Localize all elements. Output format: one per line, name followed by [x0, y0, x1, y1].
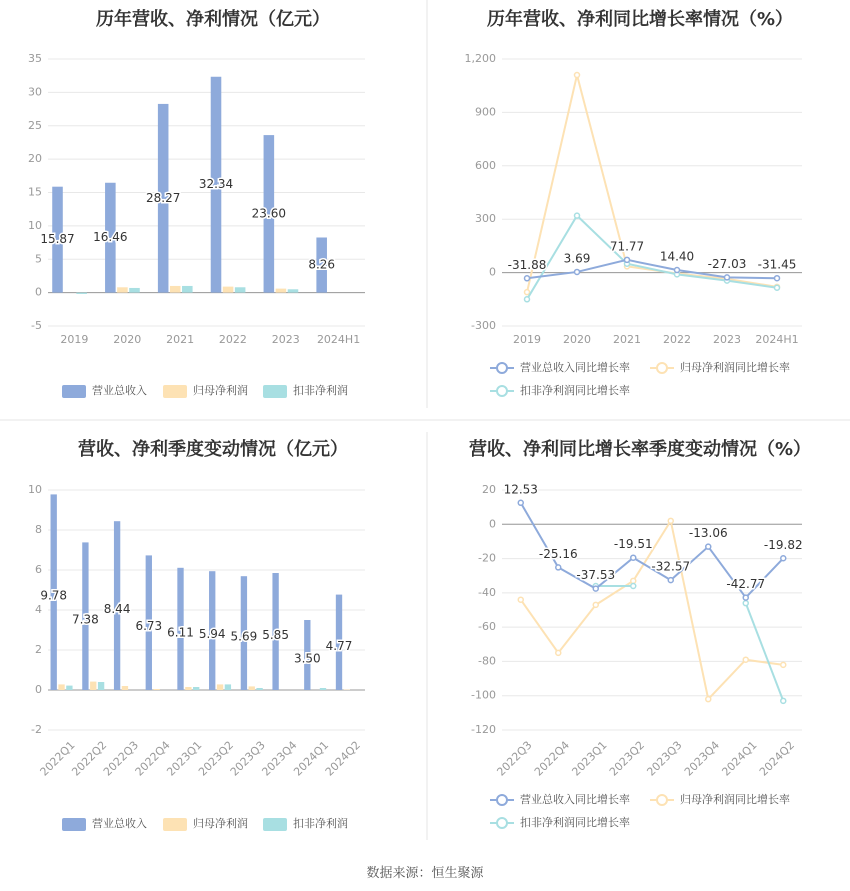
chart4-legend-marker-1[interactable] — [497, 795, 507, 805]
chart4-data-label: -13.06 — [688, 526, 728, 541]
chart3-ytick-label: 4 — [35, 603, 42, 616]
chart1-legend-label-2[interactable]: 归母净利润 — [193, 384, 248, 397]
chart3-data-label: 8.44 — [103, 602, 131, 617]
chart2-point-1 — [575, 269, 580, 274]
chart4-ytick-label: -60 — [478, 620, 496, 634]
chart4-point-1 — [706, 544, 711, 549]
chart3-bar-2 — [217, 684, 223, 690]
chart1-ytick-label: 35 — [28, 52, 42, 65]
chart1-data-label: 23.60 — [251, 206, 287, 221]
chart2-data-label: -31.45 — [757, 257, 797, 272]
chart4-ytick-label: -80 — [478, 654, 496, 668]
chart3-bar-3 — [225, 684, 231, 690]
chart1-ytick-label: 0 — [35, 285, 42, 299]
chart4-data-label: -32.57 — [651, 559, 691, 574]
chart3-bar-2 — [90, 682, 96, 690]
chart1-ytick-label: 10 — [28, 218, 42, 232]
chart3-title: 营收、净利季度变动情况（亿元） — [78, 439, 348, 460]
chart4-xtick-label: 2022Q4 — [531, 738, 573, 779]
chart4-title: 营收、净利同比增长率季度变动情况（%） — [468, 439, 812, 460]
chart2-legend-label-2[interactable]: 归母净利润同比增长率 — [680, 361, 790, 374]
chart4-data-label: -37.53 — [576, 568, 616, 583]
chart4-data-label: -19.82 — [763, 537, 803, 552]
chart2-point-3 — [525, 297, 530, 302]
chart2-point-2 — [525, 290, 530, 295]
chart2-xtick-label: 2021 — [613, 333, 641, 346]
chart2-legend-label-3[interactable]: 扣非净利润同比增长率 — [520, 384, 630, 397]
chart4-point-2 — [706, 697, 711, 702]
chart4-point-1 — [781, 556, 786, 561]
chart4-point-2 — [593, 602, 598, 607]
chart4-point-2 — [518, 597, 523, 602]
chart2-data-label: -31.88 — [507, 257, 547, 272]
chart1-legend-swatch-1[interactable] — [62, 385, 86, 398]
chart2-point-1 — [775, 276, 780, 281]
chart3-bar-3 — [66, 686, 72, 690]
chart1-bar-3 — [235, 287, 246, 292]
chart2-data-label: 3.69 — [563, 251, 591, 266]
chart1-legend-label-3[interactable]: 扣非净利润 — [293, 384, 348, 397]
chart2-point-1 — [625, 257, 630, 262]
chart2-ytick-label: -300 — [471, 319, 496, 332]
chart2-xtick-label: 2020 — [563, 333, 591, 346]
chart2-data-label: -27.03 — [707, 256, 747, 271]
chart4-point-2 — [631, 578, 636, 583]
chart3-xtick-label: 2024Q2 — [322, 738, 363, 779]
data-source: 数据来源：恒生聚源 — [366, 866, 484, 881]
chart2-point-3 — [775, 285, 780, 290]
chart4-point-1 — [668, 578, 673, 583]
chart2-legend-marker-2[interactable] — [657, 363, 667, 373]
chart4-legend-label-1[interactable]: 营业总收入同比增长率 — [520, 793, 630, 806]
chart1-data-label: 8.26 — [308, 257, 336, 272]
chart4-data-label: -42.77 — [726, 577, 766, 592]
chart2-point-3 — [575, 213, 580, 218]
chart4-xtick-label: 2024Q1 — [719, 738, 760, 779]
chart3-legend-label-3[interactable]: 扣非净利润 — [293, 817, 348, 830]
chart1-legend-swatch-3[interactable] — [263, 385, 287, 398]
chart3-bar-2 — [58, 684, 64, 690]
chart2-legend-marker-3[interactable] — [497, 386, 507, 396]
chart3-xtick-label: 2022Q3 — [100, 738, 142, 779]
chart4-ytick-label: -100 — [471, 688, 496, 702]
chart3-bar-3 — [98, 682, 104, 690]
chart1-data-label: 15.87 — [40, 232, 75, 247]
chart3-data-label: 5.85 — [262, 628, 289, 642]
chart4-ytick-label: -40 — [478, 585, 496, 599]
chart3-legend-label-2[interactable]: 归母净利润 — [193, 817, 248, 830]
chart1-title: 历年营收、净利情况（亿元） — [96, 9, 330, 30]
chart4-point-1 — [593, 586, 598, 591]
chart3-bar-2 — [153, 689, 159, 690]
chart3-bar-3 — [256, 688, 262, 690]
chart1-legend-swatch-2[interactable] — [163, 385, 187, 398]
chart3-bar-3 — [193, 687, 199, 690]
chart2-legend-label-1[interactable]: 营业总收入同比增长率 — [520, 361, 630, 374]
chart4-legend-marker-2[interactable] — [657, 795, 667, 805]
chart2-data-label: 71.77 — [609, 239, 645, 254]
chart1-bar-3 — [288, 289, 299, 292]
chart4-data-label: -25.16 — [538, 546, 578, 561]
chart3-data-label: 5.69 — [230, 629, 258, 644]
chart3-data-label: 4.77 — [325, 638, 353, 653]
chart3-data-label: 9.78 — [40, 588, 68, 603]
chart2-ytick-label: 1,200 — [464, 52, 496, 65]
chart4-point-3 — [781, 698, 786, 703]
chart4-ytick-label: -120 — [471, 723, 496, 736]
chart4-point-3 — [743, 601, 748, 606]
chart3-ytick-label: 0 — [35, 683, 42, 696]
chart4-ytick-label: 20 — [482, 483, 496, 496]
chart2-ytick-label: 900 — [475, 105, 496, 119]
chart1-ytick-label: 30 — [28, 85, 42, 99]
chart3-legend-swatch-1[interactable] — [62, 818, 86, 831]
chart3-bar-2 — [122, 686, 128, 690]
chart3-data-label: 6.11 — [167, 625, 194, 640]
chart4-data-label: -19.51 — [613, 537, 653, 552]
chart3-ytick-label: 8 — [35, 523, 42, 536]
chart3-xtick-label: 2023Q3 — [227, 738, 268, 779]
chart1-xtick-label: 2024H1 — [316, 333, 361, 346]
chart1-xtick-label: 2022 — [218, 333, 247, 346]
chart4-ytick-label: -20 — [478, 551, 496, 565]
chart3-data-label: 3.50 — [293, 651, 321, 666]
chart1-legend-label-1[interactable]: 营业总收入 — [92, 384, 147, 397]
chart4-xtick-label: 2023Q3 — [644, 738, 685, 779]
chart4-point-1 — [631, 555, 636, 560]
chart2-point-1 — [725, 275, 730, 280]
chart1-xtick-label: 2020 — [113, 333, 142, 346]
chart3-legend-swatch-2[interactable] — [163, 818, 187, 831]
chart1-xtick-label: 2019 — [60, 333, 89, 346]
chart3-xtick-label: 2022Q2 — [69, 738, 110, 779]
chart2-point-1 — [675, 268, 680, 273]
chart4-point-1 — [518, 500, 523, 505]
chart1-ytick-label: 5 — [35, 252, 42, 266]
chart1-bar-2 — [276, 289, 287, 293]
chart1-ytick-label: 15 — [28, 185, 42, 199]
chart4-legend-label-3[interactable]: 扣非净利润同比增长率 — [520, 816, 630, 829]
chart4-line-3 — [746, 603, 784, 701]
chart4-point-3 — [631, 584, 636, 589]
chart4-point-2 — [781, 662, 786, 667]
chart1-bar-3 — [129, 288, 140, 293]
chart3-ytick-label: -2 — [31, 723, 42, 736]
chart3-data-label: 5.94 — [198, 627, 226, 642]
chart3-xtick-label: 2023Q2 — [196, 738, 237, 779]
chart2-xtick-label: 2019 — [513, 333, 541, 346]
chart4-point-2 — [743, 657, 748, 662]
chart3-xtick-label: 2024Q1 — [291, 738, 332, 779]
chart1-xtick-label: 2023 — [271, 333, 300, 346]
chart2-ytick-label: 0 — [489, 265, 496, 279]
chart1-bar-2 — [170, 286, 181, 293]
chart3-xtick-label: 2022Q1 — [37, 738, 78, 779]
chart1-ytick-label: -5 — [31, 319, 42, 332]
chart1-data-label: 16.46 — [93, 230, 128, 245]
chart3-bar-2 — [249, 686, 255, 690]
chart4-legend-label-2[interactable]: 归母净利润同比增长率 — [680, 793, 790, 806]
chart2-xtick-label: 2024H1 — [755, 333, 799, 346]
chart2-ytick-label: 600 — [475, 158, 496, 172]
chart4-point-2 — [556, 650, 561, 655]
chart3-xtick-label: 2022Q4 — [132, 738, 173, 779]
chart2-xtick-label: 2023 — [713, 333, 741, 346]
chart3-xtick-label: 2023Q1 — [164, 738, 205, 779]
chart2-xtick-label: 2022 — [663, 333, 691, 346]
chart4-xtick-label: 2023Q1 — [569, 738, 610, 779]
chart4-xtick-label: 2024Q2 — [756, 738, 798, 779]
chart2-point-2 — [575, 73, 580, 78]
chart2-point-1 — [525, 276, 530, 281]
chart4-xtick-label: 2023Q4 — [681, 738, 723, 779]
chart1-bar-2 — [223, 287, 234, 293]
chart2-legend-marker-1[interactable] — [497, 363, 507, 373]
chart3-data-label: 7.38 — [72, 612, 99, 627]
chart1-bar-3 — [182, 286, 193, 293]
chart4-legend-marker-3[interactable] — [497, 818, 507, 828]
chart1-ytick-label: 25 — [28, 118, 42, 132]
chart3-legend-label-1[interactable]: 营业总收入 — [92, 817, 147, 830]
chart4-point-1 — [743, 595, 748, 600]
chart3-bar-3 — [320, 688, 326, 690]
chart1-xtick-label: 2021 — [166, 333, 195, 346]
chart1-data-label: 32.34 — [198, 177, 234, 192]
chart4-xtick-label: 2022Q3 — [494, 738, 535, 779]
chart4-xtick-label: 2023Q2 — [606, 738, 648, 779]
chart3-xtick-label: 2023Q4 — [259, 738, 300, 779]
chart3-legend-swatch-3[interactable] — [263, 818, 287, 831]
chart1-data-label: 28.27 — [145, 190, 181, 205]
chart4-ytick-label: 0 — [489, 517, 496, 531]
chart4-point-1 — [556, 565, 561, 570]
chart4-point-2 — [668, 518, 673, 523]
chart2-ytick-label: 300 — [475, 212, 496, 226]
chart2-data-label: 14.40 — [659, 249, 695, 264]
chart3-ytick-label: 2 — [35, 643, 42, 656]
chart3-data-label: 6.73 — [135, 619, 163, 634]
chart1-bar-2 — [117, 287, 128, 292]
chart3-ytick-label: 6 — [35, 563, 42, 576]
chart1-ytick-label: 20 — [28, 152, 42, 166]
chart1-bar-3 — [76, 293, 87, 294]
chart4-data-label: 12.53 — [503, 482, 538, 497]
chart3-ytick-label: 10 — [28, 483, 42, 496]
chart3-bar-2 — [185, 687, 191, 690]
chart2-title: 历年营收、净利同比增长率情况（%） — [486, 9, 794, 30]
